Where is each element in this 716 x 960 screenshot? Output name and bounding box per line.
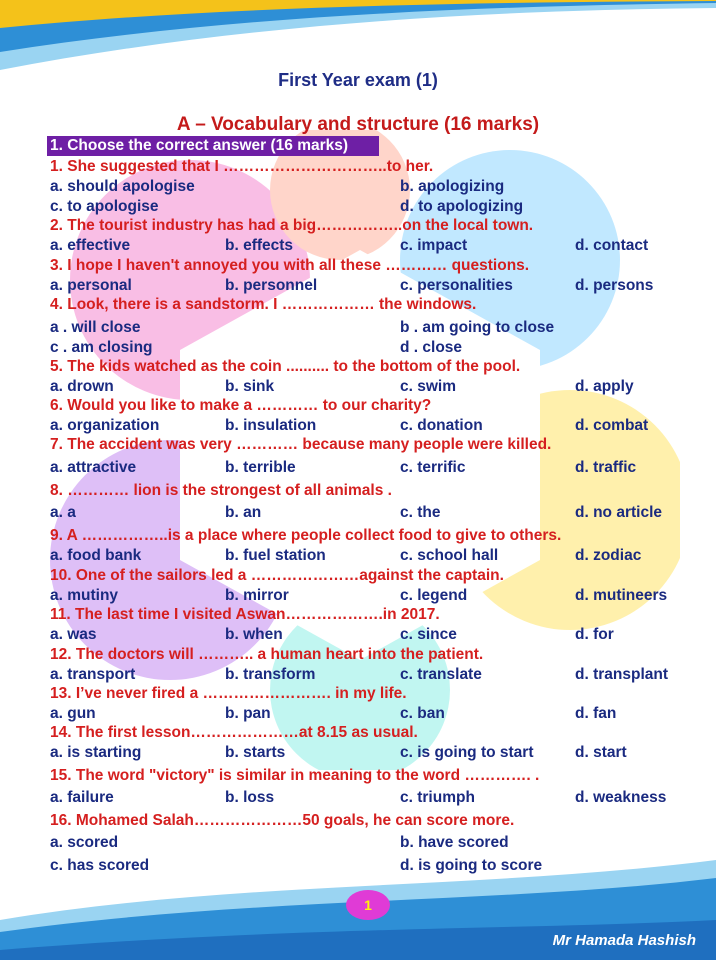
question-14: 14. The first lesson…………………at 8.15 as usual. [50, 724, 418, 741]
author-name: Mr Hamada Hashish [552, 932, 696, 949]
q1-option-d: d. to apologizing [400, 198, 524, 215]
q6-option-b: b. insulation [225, 417, 317, 434]
q7-option-d: d. traffic [575, 459, 637, 476]
q13-option-a: a. gun [50, 705, 96, 722]
question-1: 1. She suggested that I …………………………..to her. [50, 158, 434, 175]
question-5: 5. The kids watched as the coin .......... to the bottom of the pool. [50, 358, 521, 375]
q14-option-a: a. is starting [50, 744, 142, 761]
q4-option-d: d . close [400, 339, 463, 356]
q5-option-a: a. drown [50, 378, 114, 395]
q11-option-b: b. when [225, 626, 283, 643]
q6-option-c: c. donation [400, 417, 483, 434]
q11-option-c: c. since [400, 626, 457, 643]
exam-title: First Year exam (1) [278, 70, 438, 90]
q12-option-a: a. transport [50, 666, 136, 683]
q16-option-d: d. is going to score [400, 857, 543, 874]
question-13: 13. I’ve never fired a ……………………. in my life. [50, 685, 407, 702]
q5-option-b: b. sink [225, 378, 275, 395]
q8-option-d: d. no article [575, 504, 662, 521]
q16-option-c: c. has scored [50, 857, 150, 874]
question-16: 16. Mohamed Salah…………………50 goals, he can score more. [50, 812, 515, 829]
page-number-badge: 1 [346, 890, 390, 920]
q6-option-a: a. organization [50, 417, 160, 434]
q5-option-d: d. apply [575, 378, 634, 395]
q4-option-a: a . will close [50, 319, 141, 336]
q3-option-d: d. persons [575, 277, 654, 294]
q13-option-b: b. pan [225, 705, 271, 722]
question-9: 9. A ……………..is a place where people collect food to give to others. [50, 527, 562, 544]
q16-option-a: a. scored [50, 834, 119, 851]
q2-option-d: d. contact [575, 237, 649, 254]
q3-option-c: c. personalities [400, 277, 513, 294]
q8-option-b: b. an [225, 504, 262, 521]
q7-option-a: a. attractive [50, 459, 137, 476]
q12-option-c: c. translate [400, 666, 482, 683]
question-3: 3. I hope I haven't annoyed you with all these ………… questions. [50, 257, 530, 274]
q1-option-b: b. apologizing [400, 178, 505, 195]
q10-option-c: c. legend [400, 587, 468, 604]
q12-option-d: d. transplant [575, 666, 669, 683]
question-4: 4. Look, there is a sandstorm. I ……………… the windows. [50, 296, 477, 313]
q15-option-b: b. loss [225, 789, 275, 806]
q15-option-a: a. failure [50, 789, 114, 806]
q13-option-d: d. fan [575, 705, 617, 722]
q2-option-b: b. effects [225, 237, 294, 254]
q6-option-d: d. combat [575, 417, 649, 434]
q15-option-d: d. weakness [575, 789, 667, 806]
question-15: 15. The word "victory" is similar in meaning to the word …………. . [50, 767, 540, 784]
question-11: 11. The last time I visited Aswan……………….in 2017. [50, 606, 440, 623]
q10-option-a: a. mutiny [50, 587, 119, 604]
question-2: 2. The tourist industry has had a big……………..on the local town. [50, 217, 534, 234]
q3-option-a: a. personal [50, 277, 132, 294]
q15-option-c: c. triumph [400, 789, 475, 806]
q8-option-c: c. the [400, 504, 441, 521]
q14-option-b: b. starts [225, 744, 286, 761]
q1-option-c: c. to apologise [50, 198, 159, 215]
section-title: A – Vocabulary and structure (16 marks) [176, 114, 540, 135]
q9-option-d: d. zodiac [575, 547, 642, 564]
question-10: 10. One of the sailors led a …………………against the captain. [50, 567, 504, 584]
q11-option-d: d. for [575, 626, 614, 643]
q9-option-a: a. food bank [50, 547, 142, 564]
q5-option-c: c. swim [400, 378, 456, 395]
q8-option-a: a. a [50, 504, 76, 521]
q3-option-b: b. personnel [225, 277, 318, 294]
q9-option-b: b. fuel station [225, 547, 326, 564]
q10-option-b: b. mirror [225, 587, 289, 604]
q10-option-d: d. mutineers [575, 587, 668, 604]
q2-option-c: c. impact [400, 237, 468, 254]
q2-option-a: a. effective [50, 237, 131, 254]
q14-option-c: c. is going to start [400, 744, 534, 761]
q13-option-c: c. ban [400, 705, 445, 722]
q14-option-d: d. start [575, 744, 627, 761]
top-wave-decoration [0, 0, 716, 70]
q7-option-b: b. terrible [225, 459, 296, 476]
question-12: 12. The doctors will ……….. a human heart into the patient. [50, 646, 484, 663]
q1-option-a: a. should apologise [50, 178, 195, 195]
q4-option-c: c . am closing [50, 339, 153, 356]
instruction-banner: 1. Choose the correct answer (16 marks) [47, 136, 379, 156]
q4-option-b: b . am going to close [400, 319, 555, 336]
q16-option-b: b. have scored [400, 834, 509, 851]
q12-option-b: b. transform [225, 666, 316, 683]
question-8: 8. ………… lion is the strongest of all animals . [50, 482, 392, 499]
q11-option-a: a. was [50, 626, 97, 643]
q7-option-c: c. terrific [400, 459, 466, 476]
question-6: 6. Would you like to make a ………… to our charity? [50, 397, 432, 414]
question-7: 7. The accident was very ………… because many people were killed. [50, 436, 552, 453]
q9-option-c: c. school hall [400, 547, 499, 564]
